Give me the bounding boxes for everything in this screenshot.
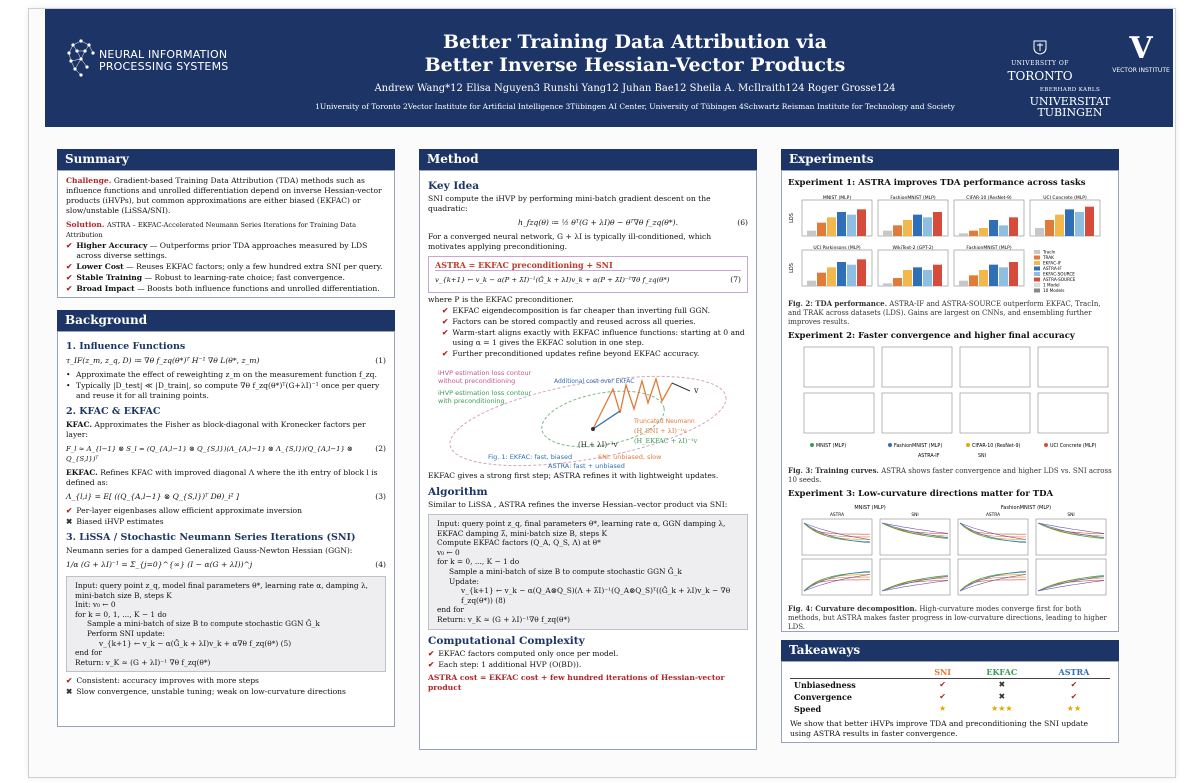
method-bullet	[442, 349, 748, 359]
panel-frame	[882, 393, 952, 433]
bar	[817, 223, 826, 236]
algorithm-line: Return: v_K ≈ (G + λI)⁻¹ ∇θ f_zq(θ*)	[75, 657, 211, 667]
eq4-number: (4)	[375, 560, 386, 569]
takeaways-row	[790, 679, 1110, 692]
y-axis-label: LDS	[789, 263, 795, 273]
fig3-caption	[788, 466, 1112, 485]
summary-bullet-desc: — Outperforms prior TDA approaches measured by LDS across diverse settings.	[76, 241, 368, 260]
takeaways-text: We show that better iHVPs improve TDA and preconditioning the SNI update using ASTRA results in faster convergence.	[790, 719, 1089, 738]
astra-algorithm-box	[428, 514, 748, 630]
exp3-curvature-curves	[788, 503, 1112, 601]
bar	[933, 212, 942, 236]
check-icon: ✔	[939, 692, 946, 701]
fig1-v-label: v	[694, 386, 699, 395]
bar	[999, 225, 1008, 236]
check-icon: ✔	[920, 679, 966, 692]
bg-bullet-text: Typically |D_test| ≪ |D_train|, so compute ∇θ f_zq(θ*)ᵀ(G+λI)⁻¹ once per query and reuse it for all training points.	[76, 381, 380, 400]
summary-bullet	[66, 241, 386, 261]
summary-heading: Summary	[57, 149, 395, 170]
legend-swatch	[1034, 261, 1040, 265]
pro-item	[66, 506, 386, 516]
bar	[857, 209, 866, 236]
summary-box	[57, 170, 395, 298]
bar	[989, 220, 998, 236]
bar	[847, 215, 856, 236]
check-icon: ✔	[66, 676, 73, 686]
star-rating: ★★	[1066, 704, 1082, 713]
where-text: where P is the EKFAC preconditioner.	[428, 295, 574, 304]
panel-frame	[804, 393, 874, 433]
legend-label: SNI	[978, 454, 987, 459]
summary-bullet-title: Lower Cost	[76, 262, 124, 271]
challenge-label: Challenge.	[66, 176, 112, 185]
legend-swatch	[1034, 289, 1040, 293]
algorithm-line: for k = 0, 1, ..., K − 1 do	[75, 609, 167, 619]
y-axis-label: LDS	[789, 213, 795, 223]
panel-title: CIFAR-10 (ResNet-9)	[966, 196, 1012, 201]
bar	[857, 259, 866, 286]
fig1-label: with preconditioning	[438, 397, 505, 405]
solution-label: Solution.	[66, 220, 105, 229]
check-icon: ✔	[442, 328, 449, 337]
algorithm-line: end for	[437, 605, 464, 615]
astra-def-box	[428, 256, 748, 293]
bar	[883, 283, 892, 286]
algorithm-line: v_{k+1} ← v_k − α(Ĝ_k + λI)v_k + α∇θ f_zq(θ*) (5)	[99, 638, 292, 648]
bar	[923, 270, 932, 286]
poster-header	[45, 9, 1173, 127]
left-column	[57, 149, 395, 727]
fig1-caption-c: ASTRA: fast + unbiased	[548, 462, 625, 470]
legend-swatch	[1034, 267, 1040, 271]
bar	[979, 228, 988, 236]
takeaways-box	[781, 661, 1119, 743]
con-text: Biased iHVP estimates	[76, 517, 164, 526]
tuebingen-logo	[995, 85, 1145, 118]
ekfac-label: EKFAC.	[66, 468, 98, 477]
bar	[903, 220, 912, 236]
takeaways-heading: Takeaways	[781, 640, 1119, 661]
vector-name: VECTOR INSTITUTE	[1112, 67, 1170, 74]
key-idea-heading: Key Idea	[428, 180, 480, 192]
takeaways-row	[790, 703, 1110, 715]
summary-bullet	[66, 273, 386, 283]
bar	[1075, 212, 1084, 236]
fig1-label: Truncated Neumann	[634, 418, 695, 425]
neurips-line2: PROCESSING SYSTEMS	[99, 60, 229, 73]
origin-point	[591, 427, 595, 431]
cross-icon: ✖	[998, 692, 1006, 701]
middle-column	[419, 149, 757, 750]
check-icon: ✔	[428, 648, 435, 658]
panel-frame	[1038, 347, 1108, 387]
algorithm-line: Sample a mini-batch of size B to compute stochastic GGN Ĝ_k	[87, 619, 320, 629]
check-icon: ✔	[66, 241, 73, 250]
kfac-heading: 2. KFAC & EKFAC	[66, 406, 161, 417]
figure-1-diagram	[428, 361, 746, 471]
exp2-heading: Experiment 2: Faster convergence and higher final accuracy	[788, 331, 1075, 341]
legend-label: EKFAC-IF	[1043, 260, 1062, 266]
eq3-text: Λ_{l,i} = E[ ((Q_{A,l−1} ⊗ Q_{S,l})ᵀ Dθ)_i² ]	[66, 492, 239, 501]
con-item	[66, 517, 386, 527]
pro-text: Per-layer eigenbases allow efficient approximate inversion	[76, 506, 302, 515]
bar	[989, 265, 998, 286]
legend-swatch	[1034, 283, 1040, 287]
legend-label: 10 Models	[1043, 288, 1065, 293]
check-icon: ✔	[442, 306, 449, 315]
kfac-label: KFAC.	[66, 420, 92, 429]
tub-line2: TUBINGEN	[1037, 106, 1103, 119]
toronto-small: UNIVERSITY OF	[1011, 60, 1069, 67]
complexity-item	[428, 649, 748, 659]
bar	[933, 265, 942, 286]
tub-line1: UNIVERSITAT	[1029, 95, 1111, 108]
key-idea-text: SNI compute the iHVP by performing mini-batch gradient descent on the quadratic:	[428, 194, 711, 213]
poster-title	[375, 31, 895, 77]
neurips-line1: NEURAL INFORMATION	[99, 48, 228, 61]
summary-bullet-text	[76, 241, 386, 261]
check-icon: ✔	[66, 262, 73, 271]
panel-subtitle: ASTRA	[829, 513, 845, 518]
col-astra: ASTRA	[1058, 667, 1090, 677]
algorithm-line: Input: query point z_q, final parameters θ*, learning rate α, GGN damping λ,	[437, 519, 726, 528]
solution-text: ASTRA – EKFAC-Accelerated Neumann Series Iterations for Training Data Attribution	[66, 221, 357, 239]
bar	[1065, 209, 1074, 236]
panel-title: FashionMNIST (MLP)	[1000, 505, 1052, 511]
legend-dot	[966, 443, 970, 447]
equation-7	[435, 275, 741, 285]
panel-subtitle: SNI	[911, 513, 919, 518]
bar	[883, 231, 892, 236]
bar	[837, 262, 846, 286]
panel-subtitle: ASTRA	[985, 513, 1001, 518]
panel-title: FashionMNIST (MLP)	[966, 246, 1012, 251]
summary-bullet	[66, 262, 386, 272]
panel-title: WikiText-2 (GPT-2)	[892, 246, 934, 251]
panel-frame	[804, 347, 874, 387]
panel-subtitle: SNI	[1067, 513, 1075, 518]
algorithm-line: v_{k+1} ← v_k − α(Q_A⊗Q_S)(Λ + λ̃I)⁻¹(Q_A⊗Q_S)ᵀ((Ĝ_k + λI)v_k − ∇θ f_zq(θ*)) (8)	[461, 586, 731, 605]
check-icon: ✔	[428, 659, 435, 669]
ekfac-text: Refines KFAC with improved diagonal Λ where the ith entry of block l is defined as:	[66, 468, 378, 487]
summary-bullet-text	[76, 273, 345, 283]
method-bullet-text: Factors can be stored compactly and reused across all queries.	[452, 317, 696, 326]
summary-bullet-title: Broad Impact	[76, 284, 135, 293]
sni-text: Neumann series for a damped Generalized Gauss-Newton Hessian (GGN):	[66, 546, 353, 555]
astra-def-title: ASTRA = EKFAC preconditioning + SNI	[435, 260, 741, 271]
legend-label: CIFAR-10 (ResNet-9)	[972, 444, 1021, 449]
background-box	[57, 331, 395, 727]
legend-swatch	[1034, 272, 1040, 276]
complexity-summary: ASTRA cost = EKFAC cost + few hundred iterations of Hessian-vector product	[428, 672, 725, 692]
algorithm-line: Init: v₀ ← 0	[75, 600, 116, 610]
eq1-text: τ_IF(z_m, z_q, D) ≔ ∇θ f_zq(θ*)ᵀ H⁻¹ ∇θ L(θ*, z_m)	[66, 356, 260, 365]
panel-frame	[960, 347, 1030, 387]
method-bullet-text: Further preconditioned updates refine beyond EKFAC accuracy.	[452, 349, 700, 358]
method-bullets	[428, 306, 748, 359]
bar	[807, 231, 816, 236]
algorithm-line: Compute EKFAC factors (Q_A, Q_S, Λ) at θ*	[437, 538, 601, 548]
legend-swatch	[1034, 278, 1040, 282]
legend-label: TracIn	[1043, 249, 1056, 255]
bar	[827, 267, 836, 286]
pro-item	[66, 676, 386, 686]
eq6-text: h_fzq(θ) ≔ ½ θᵀ(G + λI)θ − θᵀ∇θ f_zq(θ*).	[518, 218, 679, 227]
bar	[1045, 220, 1054, 236]
exp3-heading: Experiment 3: Low-curvature directions matter for TDA	[788, 489, 1054, 499]
equation-3	[66, 492, 386, 502]
summary-bullet-title: Stable Training	[76, 273, 143, 282]
equation-2	[66, 444, 386, 464]
exp2-training-curves	[788, 345, 1112, 463]
neurips-network-icon	[65, 37, 97, 77]
sni-algorithm-box	[66, 576, 386, 672]
legend-swatch	[1034, 250, 1040, 254]
cross-icon: ✖	[966, 679, 1038, 692]
check-icon: ✔	[66, 284, 73, 293]
complexity-text: EKFAC factors computed only once per model.	[438, 648, 619, 658]
legend-label: UCI Concrete (MLP)	[1050, 444, 1097, 449]
star-rating: ★	[939, 704, 947, 713]
legend-label: MNIST (MLP)	[816, 444, 847, 449]
bar	[999, 267, 1008, 286]
bar	[1009, 217, 1018, 236]
bar	[923, 217, 932, 236]
summary-bullets	[66, 241, 386, 294]
legend-label: ASTRA-SOURCE	[1043, 277, 1076, 282]
takeaways-row	[790, 691, 1110, 703]
right-column	[781, 149, 1119, 743]
eq1-number: (1)	[375, 356, 386, 365]
equation-1	[66, 356, 386, 366]
bar	[1055, 215, 1064, 236]
bar	[903, 270, 912, 286]
check-icon: ✔	[442, 317, 449, 326]
bar	[837, 212, 846, 236]
kfac-text: Approximates the Fisher as block-diagonal with Kronecker factors per layer:	[66, 420, 366, 439]
algorithm-heading: Algorithm	[428, 486, 488, 498]
bar	[807, 281, 816, 286]
fig1-label: iHVP estimation loss contour	[438, 389, 532, 397]
legend-label: ASTRA-IF	[918, 454, 940, 459]
row-label: Unbiasedness	[790, 679, 920, 692]
poster	[28, 8, 1176, 778]
fig1-caption-a: Fig. 1: EKFAC: fast, biased	[488, 453, 573, 461]
bar	[969, 231, 978, 236]
bar	[913, 267, 922, 286]
legend-label: 1 Model	[1043, 282, 1060, 288]
method-bullet	[442, 306, 748, 316]
vector-mark: V	[1129, 31, 1153, 66]
check-icon: ✔	[1070, 692, 1078, 701]
algorithm-line: for k = 0, ..., K − 1 do	[437, 557, 520, 567]
fig1-label: (H_EKFAC + λI)⁻¹v	[634, 437, 698, 445]
toronto-name: TORONTO	[1007, 69, 1073, 83]
row-label: Convergence	[794, 692, 852, 702]
after-fig-text: EKFAC gives a strong first step; ASTRA refines it with lightweight updates.	[428, 471, 719, 480]
panel-title: UCI Concrete (MLP)	[1043, 196, 1087, 201]
title-line2: Better Inverse Hessian-Vector Products	[424, 54, 846, 76]
legend-label: EKFAC-SOURCE	[1043, 271, 1075, 277]
method-bullet	[442, 317, 748, 327]
equation-4	[66, 560, 386, 570]
method-box	[419, 170, 757, 750]
algorithm-line: end for	[75, 648, 102, 658]
fig3-caption-bold: Fig. 3: Training curves.	[788, 466, 879, 475]
exp1-bar-charts	[788, 192, 1112, 296]
legend-dot	[888, 443, 892, 447]
cond-text: For a converged neural network, G + λI is typically ill-conditioned, which motivates applying preconditioning.	[428, 232, 712, 251]
legend-label: TRAK	[1043, 255, 1054, 260]
summary-bullet-text	[76, 284, 379, 294]
influence-heading: 1. Influence Functions	[66, 341, 186, 352]
affiliations: 1University of Toronto 2Vector Institute for Artificial Intelligence 3Tübingen AI Center, University of Tübingen 4Schwartz Reisman Institute for Technology and Society	[315, 102, 955, 111]
bar	[827, 217, 836, 236]
fig1-label: iHVP estimation loss contour	[438, 369, 532, 377]
summary-bullet-desc: — Boosts both influence functions and unrolled differentiation.	[134, 284, 380, 293]
con-text: Slow convergence, unstable tuning; weak on low-curvature directions	[76, 687, 346, 697]
panel-title: UCI Parkinsons (MLP)	[813, 246, 861, 251]
eq7-text: v_{k+1} ← v_k − α(P + λ̃I)⁻¹(Ĝ_k + λI)v_k + α(P + λ̃I)⁻¹∇θ f_zq(θ*)	[435, 276, 670, 284]
bar	[1009, 262, 1018, 286]
neurips-logo	[65, 37, 265, 97]
algorithm-line: Perform SNI update:	[87, 628, 165, 638]
bar	[1085, 207, 1094, 236]
star-rating: ★★★	[991, 704, 1013, 713]
fig2-caption-bold: Fig. 2: TDA performance.	[788, 299, 888, 308]
challenge-text: Gradient-based Training Data Attribution (TDA) methods such as influence functions and unrolled differentiation depend on inverse Hessian-vector products (iHVPs), but common approximations are either biased (EKFAC) or slow/unstable (LiSSA/SNI).	[66, 176, 382, 215]
check-icon: ✔	[66, 506, 73, 515]
algorithm-line: Return: v_K ≈ (G + λI)⁻¹∇θ f_zq(θ*)	[437, 614, 571, 624]
exp1-heading: Experiment 1: ASTRA improves TDA performance across tasks	[788, 178, 1086, 188]
legend-label: ASTRA-IF	[1043, 266, 1062, 271]
bar	[847, 265, 856, 286]
bar	[893, 225, 902, 236]
bar	[979, 270, 988, 286]
legend-label: FashionMNIST (MLP)	[894, 444, 943, 449]
eq2-text: F_l ≈ A_{l−1} ⊗ S_l = (Q_{A,l−1} ⊗ Q_{S,l})(Λ_{A,l−1} ⊗ Λ_{S,l})(Q_{A,l−1} ⊗ Q_{S,l})ᵀ	[66, 445, 353, 463]
bg-bullet: • Approximate the effect of reweighting z_m on the measurement function f_zq.	[66, 370, 377, 379]
eq2-number: (2)	[375, 444, 386, 453]
algorithm-line: EKFAC damping λ̃, mini-batch size B, steps K	[437, 528, 607, 538]
algorithm-line: Update:	[449, 576, 479, 586]
summary-bullet	[66, 284, 386, 294]
check-icon: ✔	[66, 273, 73, 282]
fig2-caption	[788, 299, 1112, 327]
bar	[893, 278, 902, 286]
bar	[817, 273, 826, 286]
eq6-number: (6)	[737, 218, 748, 227]
tub-small: EBERHARD KARLS	[1039, 87, 1101, 93]
fig1-caption-b: SNI: unbiased, slow	[598, 453, 662, 461]
fig1-label: without preconditioning	[438, 377, 516, 385]
summary-bullet-text	[76, 262, 382, 272]
authors: Andrew Wang*12 Elisa Nguyen3 Runshi Yang12 Juhan Bae12 Sheila A. McIlraith124 Roger Grosse124	[374, 83, 896, 94]
cross-icon: ✖	[66, 687, 73, 697]
experiments-heading: Experiments	[781, 149, 1119, 170]
crest-icon	[1032, 39, 1048, 55]
check-icon: ✔	[442, 349, 449, 358]
col-sni: SNI	[934, 667, 952, 677]
fig1-label: Additional cost over EKFAC	[554, 378, 635, 385]
check-icon: ✔	[1038, 679, 1110, 692]
toronto-logo	[995, 39, 1085, 83]
row-label: Speed	[794, 704, 822, 714]
complexity-text: Each step: 1 additional HVP (O(BD)).	[438, 659, 582, 669]
complexity-item	[428, 660, 748, 670]
col-ekfac: EKFAC	[986, 667, 1018, 677]
method-bullet-text: EKFAC eigendecomposition is far cheaper than inverting full GGN.	[452, 306, 711, 315]
fig4-caption	[788, 604, 1112, 632]
target-v-arrow	[672, 383, 690, 391]
bg-bullet: • Typically |D_test| ≪ |D_train|, so compute ∇θ f_zq(θ*)ᵀ(G+λI)⁻¹ once per query and reuse it for all training points.	[66, 381, 386, 401]
panel-title: FashionMNIST (MLP)	[890, 196, 936, 201]
legend-dot	[1044, 443, 1048, 447]
summary-bullet-title: Higher Accuracy	[76, 241, 148, 250]
algorithm-line: Input: query point z_q, model final parameters θ*, learning rate α, damping λ, mini-batch size B, steps K	[75, 581, 369, 600]
table-corner	[790, 666, 920, 679]
fig3-caption-text: ASTRA shows faster convergence and higher LDS vs. SNI across 10 seeds.	[788, 467, 1112, 484]
panel-title: MNIST (MLP)	[822, 196, 852, 201]
bar	[1035, 228, 1044, 236]
complexity-heading: Computational Complexity	[428, 634, 585, 647]
panel-frame	[1038, 393, 1108, 433]
pro-text: Consistent: accuracy improves with more steps	[76, 676, 259, 686]
fig4-caption-text: High-curvature modes converge first for both methods, but ASTRA makes faster progress in low-curvature directions, leading to higher LDS.	[788, 605, 1107, 631]
takeaways-table	[790, 666, 1110, 715]
background-heading: Background	[57, 310, 395, 331]
eq4-text: 1/α (G + λI)⁻¹ = Σ_{j=0}^{∞} (I − α(G + λI))^j	[66, 560, 253, 569]
algorithm-line: Sample a mini-batch of size B to compute stochastic GGN Ĝ_k	[449, 566, 682, 576]
eq3-number: (3)	[375, 492, 386, 501]
summary-bullet-desc: — Reuses EKFAC factors; only a few hundred extra SNI per query.	[123, 262, 383, 271]
vector-logo	[1101, 31, 1176, 74]
fig1-label: (H_SNI + λI)⁻¹v	[634, 427, 687, 435]
algorithm-intro: Similar to LiSSA , ASTRA refines the inverse Hessian–vector product via SNI:	[428, 500, 728, 509]
method-bullet-text: Warm-start aligns exactly with EKFAC influence functions: starting at 0 and using α = 1 gives the EKFAC solution in one step.	[452, 328, 745, 347]
panel-title: MNIST (MLP)	[854, 505, 886, 511]
panel-frame	[882, 347, 952, 387]
summary-bullet-desc: — Robust to learning-rate choice; fast convergence.	[142, 273, 345, 282]
con-item	[66, 687, 386, 697]
legend-swatch	[1034, 256, 1040, 260]
panel-frame	[960, 393, 1030, 433]
bar	[959, 281, 968, 286]
equation-6	[428, 218, 748, 228]
bar	[913, 215, 922, 236]
method-bullet	[442, 328, 748, 348]
takeaways-rows	[790, 679, 1110, 716]
cross-icon: ✖	[66, 517, 73, 526]
fig2-caption-text: ASTRA-IF and ASTRA-SOURCE outperform EKFAC, TracIn, and TRAK across datasets (LDS). Gains are largest on CNNs, and ensembling further improves results.	[788, 300, 1101, 326]
title-line1: Better Training Data Attribution via	[443, 31, 827, 53]
bg-bullet-text: Approximate the effect of reweighting z_m on the measurement function f_zq.	[76, 370, 377, 379]
bar	[959, 233, 968, 236]
bar	[969, 275, 978, 286]
experiments-box	[781, 170, 1119, 632]
eq7-number: (7)	[730, 275, 741, 284]
method-heading: Method	[419, 149, 757, 170]
fig4-caption-bold: Fig. 4: Curvature decomposition.	[788, 604, 918, 613]
sni-heading: 3. LiSSA / Stochastic Neumann Series Iterations (SNI)	[66, 532, 356, 543]
legend-dot	[810, 443, 814, 447]
fig1-label: (H + λI)⁻¹v	[578, 441, 618, 449]
algorithm-line: v₀ ← 0	[437, 547, 460, 557]
